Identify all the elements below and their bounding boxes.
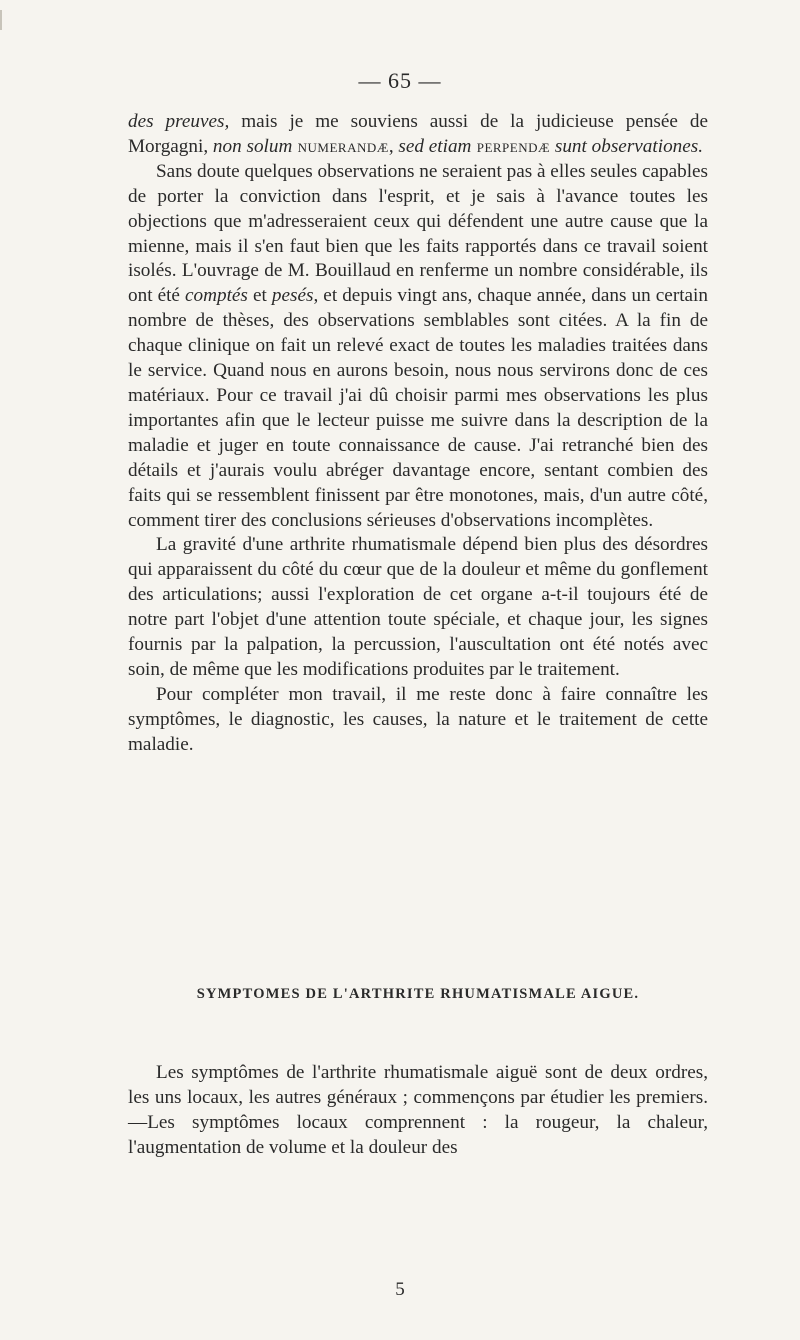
text-span: , et depuis vingt ans, chaque année, dans un certain nombre de thèses, des observations semblables sont citées. A la fin de chaque clinique on fait un relevé exact de toutes les maladies traitées dans le service. Quand nous en aurons besoin, nous nous servirons donc de ces matériaux. Pour ce travail j'ai dû choisir parmi mes observations les plus importantes afin que le lecteur puisse me suivre dans la description de la maladie et juger en toute connaissance de cause. J'ai retranché bien des détails et j'aurais voulu abréger davantage encore, sentant combien des faits qui se ressemblent finissent par être monotones, mais, d'un autre côté, comment tirer des conclusions sérieuses d'observations incomplètes. <box>128 285 708 531</box>
paragraph <box>128 160 708 534</box>
paragraph: La gravité d'une arthrite rhumatismale dépend bien plus des désordres qui apparaissent du côté du cœur que de la douleur et même du gonflement des articulations; aussi l'exploration de cet organe a-t-il toujours été de notre part l'objet d'une attention toute spéciale, et chaque jour, les signes fournis par la palpation, la percussion, l'auscultation ont été notés avec soin, de même que les modifications produites par le traitement. <box>128 534 708 680</box>
section-heading: SYMPTOMES DE L'ARTHRITE RHUMATISMALE AIGUE. <box>196 986 640 1002</box>
paragraph-continuation <box>128 110 708 160</box>
body-text-bottom <box>128 1061 708 1161</box>
text-span: , <box>388 135 399 157</box>
text-span: Sans doute quelques observations ne seraient pas à elles seules capables de porter la conviction dans l'esprit, et je sais à l'avance toutes les objections que m'adresseraient ceux qui défendent une autre cause que la mienne, mais il s'en faut bien que les faits rapportés dans ce travail soient isolés. L'ouvrage de M. Bouillaud en renferme un nombre considérable, ils ont été <box>128 160 709 307</box>
latin-smallcaps: numerandæ <box>292 135 389 157</box>
page-number: — 65 — <box>358 68 442 93</box>
paragraph: Pour compléter mon travail, il me reste donc à faire connaître les symptômes, le diagnostic, les causes, la nature et le traitement de cette maladie. <box>128 683 708 755</box>
signature-mark: 5 <box>395 1279 405 1300</box>
paragraph: Les symptômes de l'arthrite rhumatismale aiguë sont de deux ordres, les uns locaux, les autres généraux ; commençons par étudier les premiers. —Les symptômes locaux comprennent : la rougeur, la chaleur, l'augmentation de volume et la douleur des <box>128 1062 708 1158</box>
latin-phrase: sed etiam <box>398 135 472 157</box>
italic-word: pesés <box>271 285 314 307</box>
latin-phrase: non solum <box>212 135 293 157</box>
text-span: et <box>247 285 272 307</box>
italic-lead: des preuves, <box>128 111 230 132</box>
body-text-top <box>128 110 708 758</box>
latin-smallcaps: perpendæ <box>471 135 551 157</box>
text-span: mais je me souviens aussi de la judicieuse pensée de Morgagni, <box>128 111 708 157</box>
page-edge-mark <box>0 10 2 30</box>
latin-phrase: sunt observationes. <box>550 135 704 157</box>
italic-word: comptés <box>185 285 248 307</box>
